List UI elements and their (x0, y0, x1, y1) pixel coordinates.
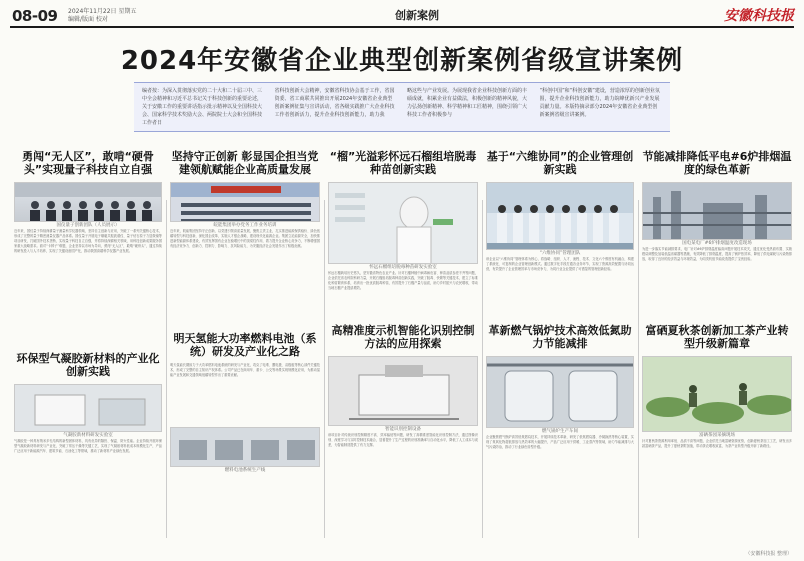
section-name: 创新案例 (395, 9, 439, 22)
header-meta (68, 8, 136, 24)
story-body: 明天氢能长期致力于大功率燃料电池系统的研发与产业化，攻克了电堆、膜电极、双极板等核心部件关键技术，形成了完整的自主知识产权体系。公司产品已在商用车、重卡、公交等场景实现规模化应用，为推动氢能产业发展和交通领域低碳转型作出了重要贡献。 (170, 363, 320, 377)
story-body: 为进一步落实节能减排要求，电厂针对#6炉排烟温度偏高问题开展技术攻关，通过优化受热面布置、实施燃烧调整及加装低温省煤器等措施，有效降低了排烟温度，提高了锅炉热效率，降低了供电煤耗与污染物排放，取得了良好的经济效益与环境效益，为同类机组节能改造提供了宝贵经验。 (642, 247, 792, 261)
machine-photo-icon (329, 357, 478, 426)
column-divider (324, 200, 325, 538)
story-title: 坚持守正创新 彰显国企担当党建领航赋能企业高质量发展 (171, 150, 319, 176)
editor-note-p3: 略这些与产业发展。为展现我省企业科技创新方面的丰硕成就，积累企业有益做法，积极创新的精神风貌，大力弘扬创新精神、科学精神和工匠精神，围绕引领广大科技工作者积极参与 (407, 88, 528, 118)
boiler-photo-icon (487, 357, 634, 428)
story-2 (170, 150, 320, 304)
story-body: 气凝胶是一种具有纳米多孔结构的新型固体材料，具有优异的隔热、保温、防火性能。企业持续开展环保型气凝胶新材料研发与产业化，突破了常压干燥等关键工艺，实现了气凝胶材料低成本规模化生产，产品广泛应用于新能源汽车、建筑节能、石油化工等领域，推动了新材料产业绿色发展。 (14, 439, 162, 453)
story-body: 近年来，皖能集团坚持守正创新，以党建引领高质量发展，聚焦主责主业，扎实推进能源保供稳价、绿色低碳转型与科技创新，深化国企改革，实施人才强企战略，建设现代化能源企业。集团立足能源安全，加快推进新型能源体系建设，有效发挥国有企业在稳增长中的顶梁柱作用，着力提升企业核心竞争力，不断增强国有经济竞争力、创新力、控制力、影响力、抗风险能力，为安徽经济社会发展作出了积极贡献。 (170, 229, 320, 248)
date-line: 2024年11月22日 星期五 (68, 8, 137, 15)
plant-photo-icon (643, 183, 792, 240)
story-photo (170, 427, 320, 467)
story-8 (328, 324, 478, 533)
team-photo-icon (487, 183, 634, 250)
tea-garden-photo-icon (643, 357, 792, 432)
story-body: 企业聚焦燃气锅炉高效低氮燃烧技术，开展持续技术革新，研发了低氮燃烧器、冷凝换热等核心装置，实现了氮氧化物超低排放与热效率的大幅提升，产品广泛应用于供暖、工业蒸汽等领域，助力节能减排与大气污染防治，推动了行业绿色转型升级。 (486, 435, 634, 449)
story-photo (486, 182, 634, 250)
story-photo (170, 182, 320, 222)
story-5 (642, 150, 792, 327)
story-title: 基于“六维协同”的企业管理创新实践 (486, 150, 634, 176)
story-photo (328, 182, 478, 264)
story-caption: 怀远石榴组培脱毒种苗研发实验室 (369, 265, 437, 270)
story-title: 节能减排降低平电#6炉排烟温度的绿色革新 (642, 150, 792, 176)
story-photo (642, 356, 792, 432)
story-title: 革新燃气锅炉技术高效低氮助力节能减排 (488, 324, 632, 350)
story-10 (642, 324, 792, 539)
story-photo (14, 182, 162, 222)
story-caption: 国电某电厂#6炉排烟温度改造现场 (682, 241, 752, 246)
aerogel-photo-icon (15, 385, 162, 432)
story-caption: 燃气锅炉生产车间 (542, 429, 578, 434)
story-photo (328, 356, 478, 426)
page-header (10, 6, 794, 28)
page-number: 08-09 (12, 7, 58, 25)
story-7 (170, 332, 320, 544)
column-divider (166, 200, 167, 538)
story-title: 富硒夏秋茶创新加工茶产业转型升级新篇章 (645, 324, 789, 350)
story-1 (14, 150, 162, 304)
story-photo (486, 356, 634, 428)
paper-logo: 安徽科技报 (724, 8, 794, 24)
editor-note (134, 82, 670, 132)
column-divider (482, 200, 483, 538)
story-body-2 (170, 474, 320, 544)
story-3 (328, 150, 478, 311)
story-photo (14, 384, 162, 432)
editor-note-p2: 省科技创新大会精神，安徽省科技协会基于工作，省国资委、省工商联共同推出开展2024年安徽省企业典型创新案例征集与宣讲活动，省各级实践推广大企业科技工作者创新活力，提升企业科技创新能力，助力我 (274, 88, 395, 118)
story-caption: 皖能集团举办党务工作业务培训 (213, 223, 277, 228)
story-caption: 燃料电池系统生产线 (224, 468, 266, 473)
story-caption: 智能识别控制设备 (385, 427, 421, 432)
meeting-photo-icon (171, 183, 320, 222)
group-photo-icon (15, 183, 162, 222)
story-caption: “六维协同”管理团队 (539, 251, 581, 256)
editor-note-p4: “科创中国”和“科创安徽”建设，营造浓厚的创新创业氛围，提升企业科技创新能力，助力皖峰优新兴产业发展贡献力量。本版特摘录部分2024年安徽省企业典型创新案例省级宣讲案例。 (539, 88, 660, 118)
story-body: 该企业以“六维协同”管理体系为核心，将战略、组织、人才、流程、技术、文化六个维度有机融合，构建了系统化、可复制的企业管理创新模式。通过数字化手段打通各业务环节，实现了资源高效配置与协同运营，有效提升了企业管理效率与市场竞争力，为同行业企业提供了可借鉴的管理创新经验。 (486, 257, 634, 271)
story-title: 高精准度示机智能化识别控制方法的应用探索 (331, 324, 475, 350)
editor-note-p1: 编者按：为深入贯彻落实党的二十大和二十届三中、三中全会精神和习近平总书记关于科技创新的重要论述，关于安徽工作的重要讲话指示批示精神以及全国科技大会、国家科学技术奖励大会、两院院士大会和全国科技工作者日 (142, 88, 263, 126)
story-body: 该项目针对传统识别控制精度不高、效率偏低等问题，研发了高精准度智能化识别控制方法，通过图像识别、深度学习与实时控制技术融合，显著提升了生产过程的识别准确率与自动化水平，降低了人工成本与误差，为智能制造提供了有力支撑。 (328, 433, 478, 447)
story-4 (486, 150, 634, 312)
story-body: 针对夏秋茶资源利用率低、品质不高等问题，企业依托当地富硒资源优势，创新夏秋茶加工工艺，研发出多款富硒茶产品，提升了夏秋茶附加值，带动茶农增收致富，为茶产业转型升级开辟了新路径。 (642, 439, 792, 448)
story-caption: 国仪量子创新团队（人员展示） (56, 223, 120, 228)
lab-photo-icon (329, 183, 478, 264)
story-9 (486, 324, 634, 535)
footer-credit: （安徽科技报 整理） (745, 551, 792, 557)
story-photo (642, 182, 792, 240)
story-body: 近年来，国仪量子持续深耕量子测量科学仪器领域，坚持自主创新与应用，突破了一系列关键核心技术，形成了完整的量子精密测量仪器产品体系。国仪量子开展电子顺磁共振波谱仪、量子钻石原子力显微镜等项目研发，打破国外技术垄断，实现量子科技自立自强，并将持续深耕相关领域，用科技创新成果服务国家重大战略需求。面对“卡脖子”难题，企业坚持以市场为导向，勇闯“无人区”，敢啃“硬骨头”，通过持续的研发投入与人才培养，实现了关键设备国产化，推动我国高端科学仪器产业发展。 (14, 229, 162, 253)
story-caption: 气凝胶新材料研发实验室 (63, 433, 113, 438)
edit-line: 编辑/版面 校对 (68, 16, 108, 23)
story-title: “榴”光溢彩怀远石榴组培脱毒种苗创新实践 (329, 150, 477, 176)
main-headline: 2024年安徽省企业典型创新案例省级宣讲案例 (120, 46, 684, 76)
story-body: 怀远石榴栽培历史悠久，是安徽省特色农业产业。针对石榴种植中病毒病危害、种苗品质参差不齐等问题，企业依托省农科院科研力量，开展石榴组培脱毒种苗创新实践，突破了脱毒、快繁等关键技术，建立了标准化种苗繁育体系，培育出一批优质脱毒种苗，有效提升了石榴产量与品质，助力乡村振兴与农民增收，带动当地石榴产业提质增效。 (328, 271, 478, 290)
story-title: 勇闯“无人区”，敢啃“硬骨头”实现量子科技自立自强 (22, 150, 154, 176)
story-caption: 富硒茶园采摘现场 (699, 433, 735, 438)
column-divider (638, 200, 639, 538)
fuel-cell-photo-icon (171, 428, 320, 467)
story-6 (14, 352, 162, 559)
story-title: 环保型气凝胶新材料的产业化创新实践 (16, 352, 160, 378)
story-title: 明天氢能大功率燃料电池（系统）研发及产业化之路 (173, 332, 317, 358)
